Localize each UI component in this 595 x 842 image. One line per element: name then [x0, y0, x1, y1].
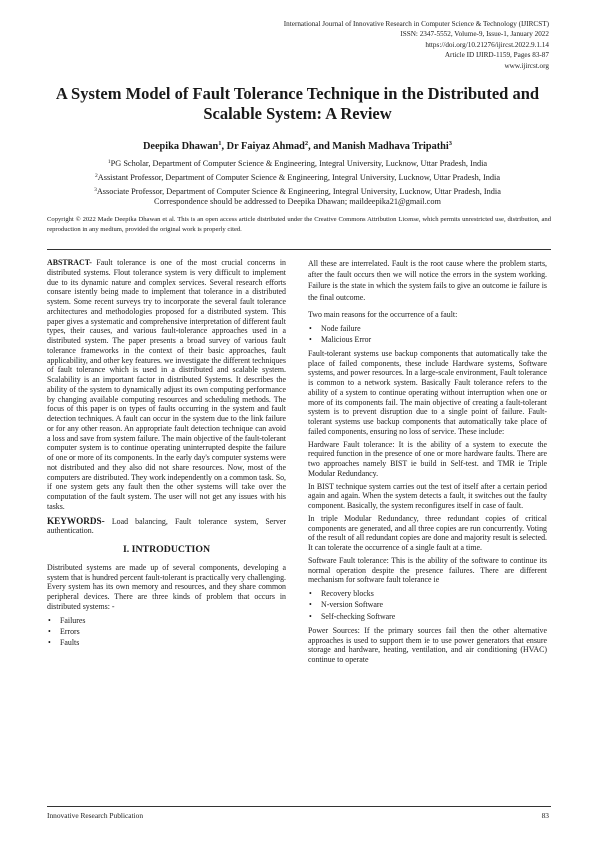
affil-marker: 2 [94, 173, 98, 180]
body-paragraph: Software Fault tolerance: This is the ability of the software to continue its normal operation despite the presence failures. There are different mechanism for software fault tolerance ie [308, 555, 547, 585]
article-id: Article ID IJIRD-1159, Pages 83-87 [444, 51, 549, 60]
abstract-label: ABSTRACT- [47, 258, 92, 267]
section-heading-introduction: I. INTRODUCTION [122, 544, 211, 555]
list-item: • Malicious Error [308, 334, 547, 345]
author-affil-marker: 1 [218, 140, 222, 147]
author-separator: , [221, 141, 227, 152]
affiliation [40, 170, 555, 184]
body-paragraph: Hardware Fault tolerance: It is the ability of a system to execute the required function in the presence of one or more hardware faults. There are two approaches namely BIST ie build in Self-test. and TMR ie Triple Modular Redundancy. [308, 439, 547, 478]
abstract-text: Fault tolerance is one of the most crucial concerns in distributed systems. Flout tolerance system is very difficult to implement due to its dynamic nature and complex services. Several research efforts consare istently being made to implement that tolerance in a distributed system. Some recent surveys try to incorporate the several fault tolerance architectures and methodologies proposed for a distributed system. This paper gives a systematic and comprehensive interpretation of different fault types, their causes, and various fault-tolerance approaches used in a distributed system. The paper presents a broad survey of various fault tolerance frameworks in the context of their basic approaches, fault applicability, and other key features. we investigate the different techniques of fault tolerance which is used in a distributed and scalable system. Scalability is an important factor in distributed Systems. It describes the ability of the system to dynamically adjust its own computing performance by changing available computing resources and scheduling methods. The focus of this paper is on types of faults occurring in the system and fault detection techniques. A fault can occur in the system due to the link failure or for any other reason. An appropriate fault detection technique can avoid a loss and save from system failure. The main objective of the fault-tolerant computer system is to continue operating uninterrupted despite the failure of one or more of its components. In the early day's computer systems were not distributed and they also did not share resources. Now, most of the computers are distributed. They work independently on a common task. So, if one system gets any fault then the other systems will take over the computation of the fault system. The user will not get any issues with his tasks. [47, 258, 286, 511]
left-column [47, 258, 286, 652]
abstract [47, 258, 286, 512]
affil-text: Associate Professor, Department of Computer Science & Engineering, Integral University, Lucknow, Uttar Pradesh, India [96, 187, 501, 197]
affiliation [40, 156, 555, 170]
paper-title: A System Model of Fault Tolerance Technique in the Distributed and Scalable System: A Review [55, 84, 540, 123]
affil-marker: 1 [107, 159, 111, 165]
body-paragraph: Fault-tolerant systems use backup components that automatically take the place of failed components, these include Hardware systems, Software systems, and power resources. In a large-scale environment, Fault tolerance is common to a network system. Basically Fault tolerance refers to the ability of a system to continue operating without interruption when one or more of its components fail. The main objective of creating a fault-tolerant system is to prevent disruption due to a single point of failure. Fault-tolerant systems use backup components that automatically take place of failed components, ensuring no loss of service. These include: [308, 348, 547, 436]
list-item: • Errors [47, 626, 286, 637]
list-item: • Node failure [308, 323, 547, 334]
footer-divider [47, 806, 551, 807]
body-paragraph: In triple Modular Redundancy, three redundant copies of critical components are generated, and all three copies are run concurrently. Voting of the result of all redundant copies are done and majority result is selected. It can tolerate the occurrence of a single fault at a time. [308, 513, 547, 553]
affiliation-list [40, 156, 555, 199]
body-paragraph: In BIST technique system carries out the test of itself after a certain period again and again. When the system detects a fault, it switches out the faulty component. Basically, the system reconfigures itself in case of fault. [308, 481, 547, 511]
journal-doi-link[interactable]: https://doi.org/10.21276/ijircst.2022.9.1.14 [425, 40, 549, 49]
reasons-list [308, 323, 547, 345]
journal-issn: ISSN: 2347-5552, Volume-9, Issue-1, January 2022 [400, 30, 549, 39]
right-column [308, 258, 547, 668]
header-divider [47, 249, 551, 250]
list-item: • Failures [47, 615, 286, 626]
affil-text: Assistant Professor, Department of Computer Science & Engineering, Integral University, Lucknow, Uttar Pradesh, India [97, 173, 501, 183]
author-name: Deepika Dhawan [142, 141, 219, 152]
affil-marker: 3 [94, 187, 97, 194]
keywords-label: KEYWORDS- [47, 515, 105, 526]
list-item: • Faults [47, 637, 286, 648]
intro-paragraph: Distributed systems are made up of several components, developing a system that is hundred percent fault-tolerant is practically very challenging. Every system has its own memory and resources, and they share common peripheral devices. There are three kinds of problem that occurs in distributed systems: - [47, 562, 286, 611]
body-paragraph: Power Sources: If the primary sources fail then the other alternative approaches is used to support them ie to use power generators that ensure storage and hardware, heating, ventilation, and air conditioning (HVAC) continue to operate [308, 625, 547, 665]
author-affil-marker: 2 [304, 140, 309, 147]
keywords [47, 517, 286, 537]
list-item: • Self-checking Software [308, 611, 547, 622]
problem-list [47, 615, 286, 649]
journal-website-link[interactable]: www.ijircst.org [504, 61, 549, 70]
mechanism-list [308, 588, 547, 622]
journal-header [149, 19, 549, 71]
list-item: • N-version Software [308, 599, 547, 610]
journal-name: International Journal of Innovative Research in Computer Science & Technology (IJIRCST) [283, 20, 549, 28]
author-affil-marker: 3 [448, 140, 452, 147]
author-list [40, 137, 555, 153]
affil-text: PG Scholar, Department of Computer Science & Engineering, Integral University, Lucknow, Uttar Pradesh, India [110, 159, 488, 168]
keywords-text: Load balancing, Fault tolerance system, Server authentication. [47, 516, 286, 536]
body-paragraph: All these are interrelated. Fault is the root cause where the problem starts, after the fault occurs then we will notice the errors in the system working. Failure is the state in which the system fails to give an outcome ie failure is the final outcome. [308, 259, 547, 302]
footer-publisher: Innovative Research Publication [47, 811, 144, 820]
author-separator: , and [308, 141, 333, 152]
copyright-notice: Copyright © 2022 Made Deepika Dhawan et al. This is an open access article distributed under the Creative Commons Attribution License, which permits unrestricted use, distribution, and reproduction in any medium, provided the original work is properly cited. [47, 216, 551, 233]
author-name: Manish Madhava Tripathi [332, 141, 449, 152]
list-item: • Recovery blocks [308, 588, 547, 599]
reasons-intro: Two main reasons for the occurrence of a fault: [308, 309, 458, 319]
page-number: 83 [541, 811, 549, 820]
author-name: Dr Faiyaz Ahmad [226, 141, 305, 152]
correspondence-note: Correspondence should be addressed to Deepika Dhawan; maildeepika21@gmail.com [154, 197, 441, 206]
